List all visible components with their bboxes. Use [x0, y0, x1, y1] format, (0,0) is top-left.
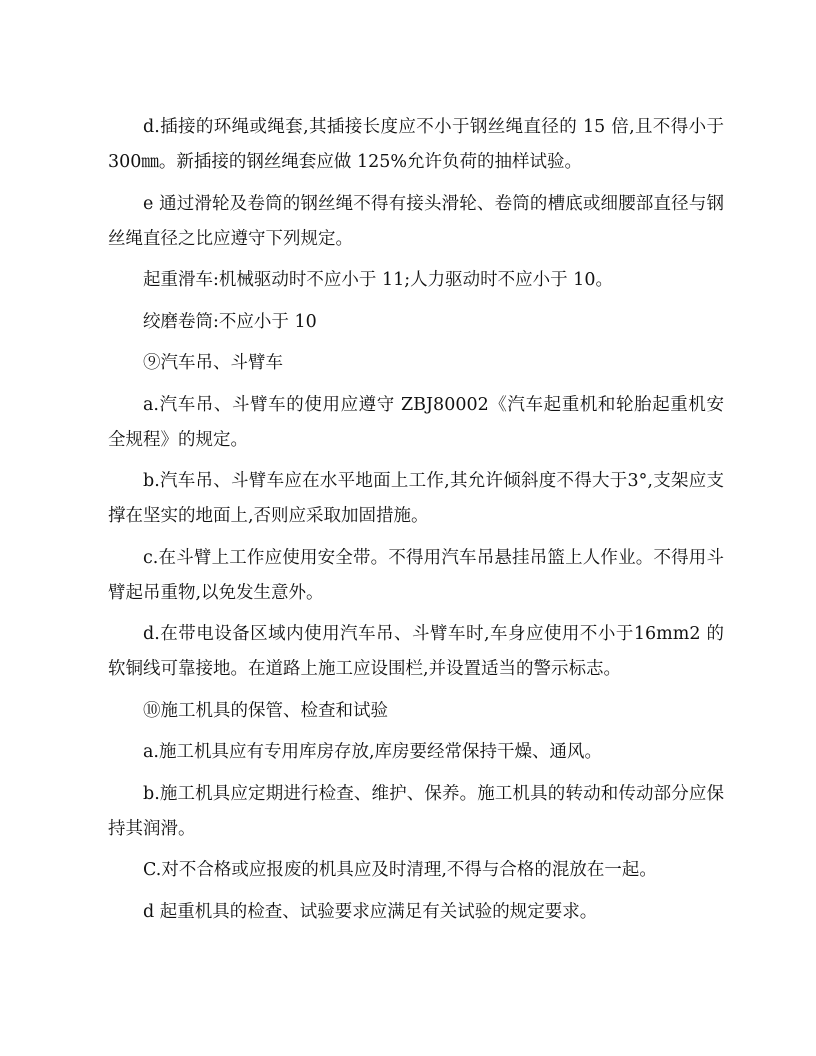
paragraph-pulley-ratio: e 通过滑轮及卷筒的钢丝绳不得有接头滑轮、卷筒的槽底或细腰部直径与钢丝绳直径之比应遵守下列规定。 — [108, 193, 724, 249]
section-heading-10: ⑩施工机具的保管、检查和试验 — [143, 700, 388, 721]
document-page — [108, 110, 724, 936]
paragraph-rope-splice: d.插接的环绳或绳套,其插接长度应不小于钢丝绳直径的 15 倍,且不得小于 300㎜。新插接的钢丝绳套应做 125%允许负荷的抽样试验。 — [108, 117, 724, 172]
paragraph-9a: a.汽车吊、斗臂车的使用应遵守 ZBJ80002《汽车起重机和轮胎起重机安全规程》的规定。 — [108, 394, 724, 450]
paragraph-lifting-pulley: 起重滑车:机械驱动时不应小于 11;人力驱动时不应小于 10。 — [143, 270, 613, 290]
paragraph-10d: d 起重机具的检查、试验要求应满足有关试验的规定要求。 — [143, 901, 598, 922]
paragraph-winch-drum: 绞磨卷筒:不应小于 10 — [143, 311, 317, 332]
paragraph-10a: a.施工机具应有专用库房存放,库房要经常保持干燥、通风。 — [143, 742, 603, 762]
paragraph-9c: c.在斗臂上工作应使用安全带。不得用汽车吊悬挂吊篮上人作业。不得用斗臂起吊重物,以免发生意外。 — [108, 547, 724, 603]
paragraph-10c: C.对不合格或应报废的机具应及时清理,不得与合格的混放在一起。 — [143, 860, 657, 880]
paragraph-9b: b.汽车吊、斗臂车应在水平地面上工作,其允许倾斜度不得大于3°,支架应支撑在坚实的地面上,否则应采取加固措施。 — [108, 471, 724, 526]
paragraph-10b: b.施工机具应定期进行检查、维护、保养。施工机具的转动和传动部分应保持其润滑。 — [108, 783, 724, 839]
paragraph-9d: d.在带电设备区域内使用汽车吊、斗臂车时,车身应使用不小于16mm2 的软铜线可靠接地。在道路上施工应设围栏,并设置适当的警示标志。 — [108, 624, 724, 679]
section-heading-9: ⑨汽车吊、斗臂车 — [143, 353, 283, 373]
